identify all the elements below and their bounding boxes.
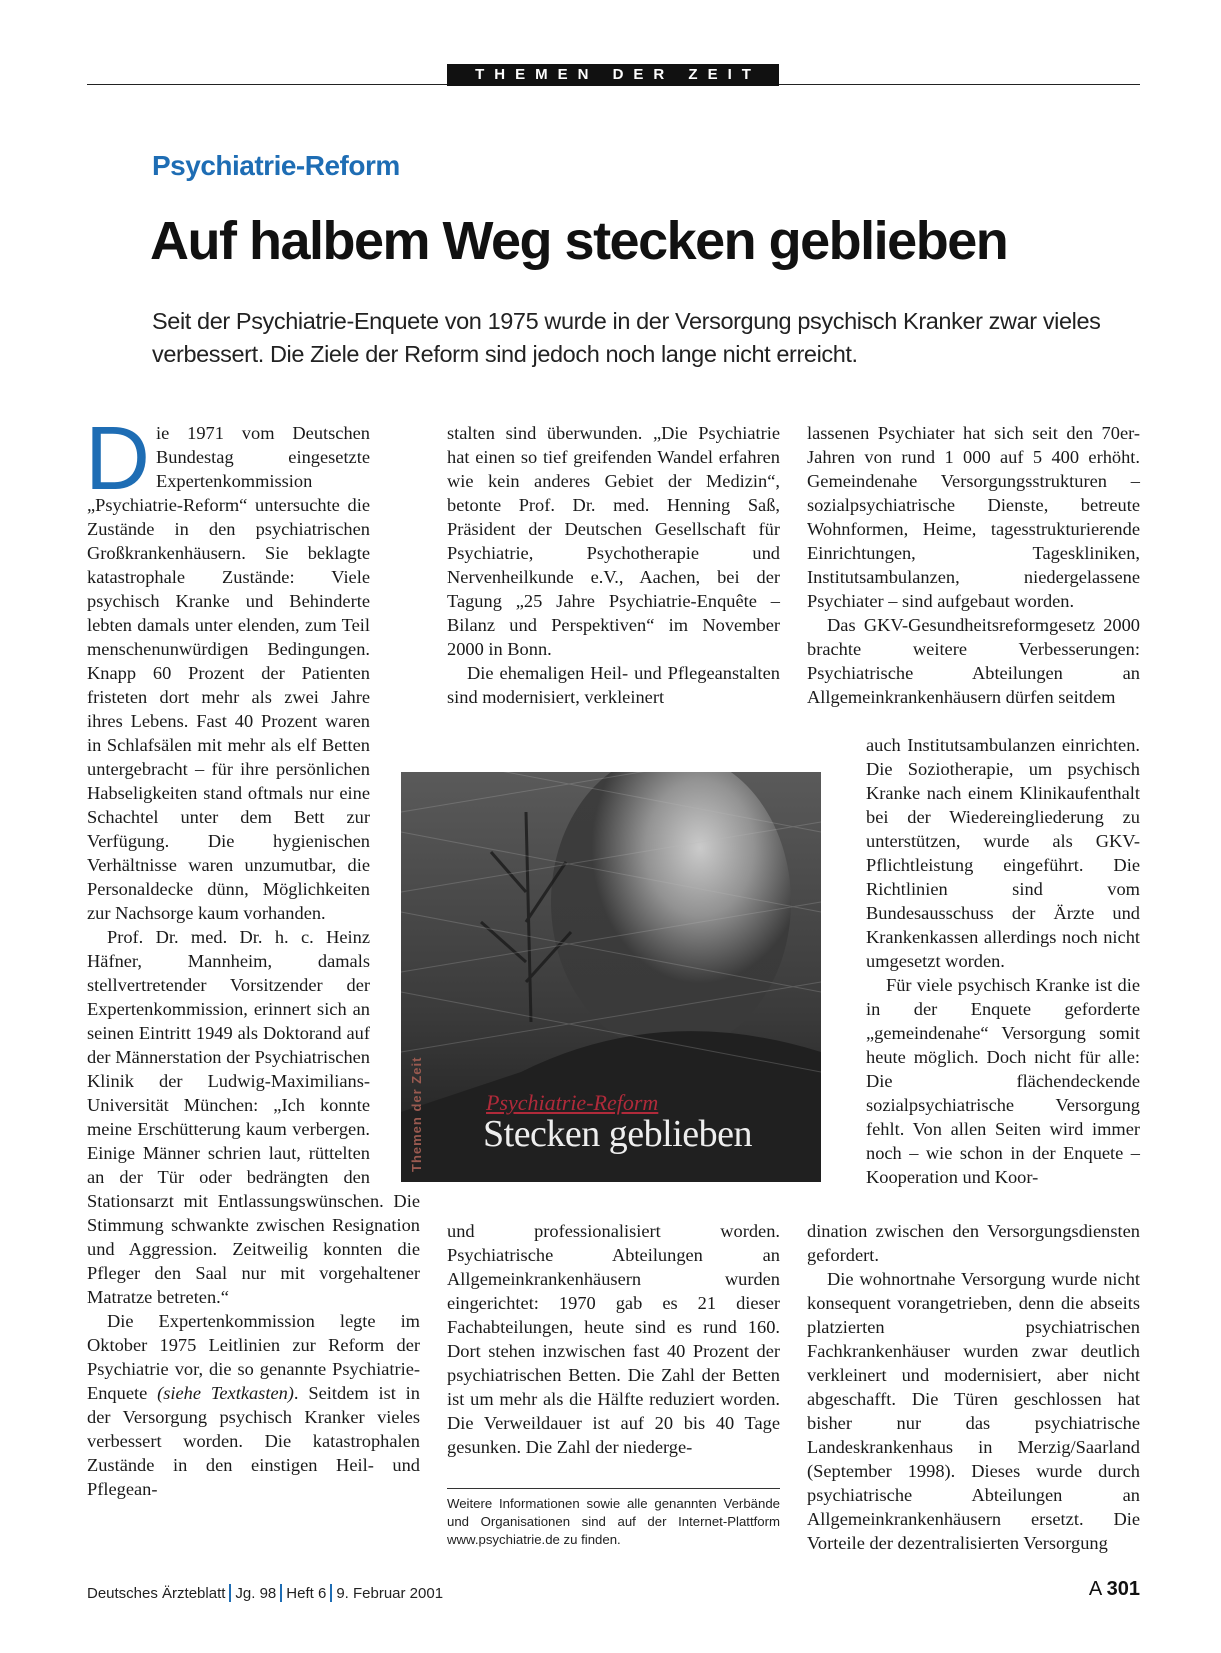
volume: Jg. 98 [235,1584,277,1602]
paragraph: lassenen Psychiater hat sich seit den 70er-Jahren von rund 1 000 auf 5 400 erhöht. Gemeindenahe Versorgungsstrukturen – sozialpsychiatrische Dienste, betreute Wohnformen, Heime, tagesstrukturierende Einrichtungen, Tageskliniken, Institutsambulanzen, niedergelassene Psychiater – sind aufgebaut worden. [807,423,1140,611]
paragraph: stalten sind überwunden. „Die Psychiatrie hat einen so tief greifenden Wandel erfahren wie kein anderes Gebiet der Medizin“, betonte Prof. Dr. med. Henning Saß, Präsident der Deutschen Gesellschaft für Psychiatrie, Psychotherapie und Nervenheilkunde e.V., Aachen, bei der Tagung „25 Jahre Psychiatrie-Enquête – Bilanz und Perspektiven“ im November 2000 in Bonn. [447,423,780,659]
footer-separator [280,1584,282,1602]
page-prefix: A [1088,1578,1102,1600]
photo-title: Stecken geblieben [483,1113,753,1155]
column-3-top [807,421,1140,709]
journal-name: Deutsches Ärzteblatt [87,1584,226,1602]
article-kicker: Psychiatrie-Reform [152,150,400,181]
paragraph: Die wohnortnahe Versorgung wurde nicht konsequent vorangetrieben, denn die abseits platzierten psychiatrischen Fachkrankenhäuser wurden zwar deutlich verkleinert und modernisiert, aber nicht abgeschafft. Die Türen geschlossen hat bisher nur das psychiatrische Landeskrankenhaus in Merzig/Saarland (September 1998). Dieses wurde durch psychiatrische Abteilungen an Allgemeinkrankenhäusern ersetzt. Die Vorteile der dezentralisierten Versorgung [807,1269,1140,1553]
page-number-value: 301 [1106,1578,1140,1600]
paragraph: Die Expertenkommission legte im Oktober 1975 Leitlinien zur Reform der Psychiatrie vor, die so genannte Psychiatrie-Enquete (siehe Textkasten). Seitdem ist in der Versorgung psychisch Kranker vieles verbessert worden. Die katastrophalen Zustände in den einstigen Heil- und Pflegean- [87,1311,420,1499]
drop-cap: D [85,409,150,509]
paragraph: Prof. Dr. med. Dr. h. c. Heinz Häfner, Mannheim, damals stellvertretender Vorsitzender der Expertenkommission, erinnert sich an seinen Eintritt 1949 als Doktorand auf der Männerstation der Psychiatrischen Klinik der Ludwig-Maximilians-Universität München: „Ich konnte meine Erschütterung kaum verbergen. Einige Männer schrien laut, rüttelten an der Tür oder bedrängten den Stationsarzt mit Entlassungswünschen. Die Stimmung schwankte zwischen Resignation und Aggression. Zeitweilig konnten die Pfleger den Saal nur mit vorgehaltener Matratze betreten.“ [87,927,420,1307]
photo-side-text: Themen der Zeit [409,1056,424,1172]
issue-date: 9. Februar 2001 [336,1584,444,1602]
paragraph: dination zwischen den Versorgungsdiensten gefordert. [807,1221,1140,1265]
page-footer [87,1584,443,1602]
column-1 [85,409,420,1501]
paragraph: Die ehemaligen Heil- und Pflegeanstalten sind modernisiert, verkleinert [447,663,780,707]
photo-kicker: Psychiatrie-Reform [486,1090,659,1115]
paragraph: Das GKV-Gesundheitsreformgesetz 2000 brachte weitere Verbesserungen: Psychiatrische Abteilungen an Allgemeinkrankenhäusern dürfen seitdem [807,615,1140,707]
article-photo [401,772,821,1182]
note-rule [447,1488,780,1489]
footer-separator [229,1584,231,1602]
paragraph: und professionalisiert worden. Psychiatrische Abteilungen an Allgemeinkrankenhäusern wurden eingerichtet: 1970 gab es 21 dieser Fachabteilungen, heute sind es rund 160. Dort stehen inzwischen fast 40 Prozent der psychiatrischen Betten. Die Zahl der Betten ist um mehr als die Hälfte reduziert worden. Die Verweildauer ist auf 20 bis 40 Tage gesunken. Die Zahl der niederge- [447,1221,780,1457]
textbox-reference: (siehe Textkasten) [157,1383,294,1403]
paragraph: Die 1971 vom Deutschen Bundestag eingesetzte Expertenkommission „Psychiatrie-Reform“ untersuchte die Zustände in den psychiatrischen Großkrankenhäusern. Sie beklagte katastrophale Zustände: Viele psychisch Kranke und Behinderte lebten damals unter elenden, zum Teil menschenunwürdigen Bedingungen. Knapp 60 Prozent der Patienten fristeten dort mehr als zwei Jahre ihres Lebens. Fast 40 Prozent waren in Schlafsälen mit mehr als elf Betten untergebracht – für ihre persönlichen Habseligkeiten stand oftmals nur eine Schachtel unter dem Bett zur Verfügung. Die hygienischen Verhältnisse waren unzumutbar, die Personaldecke dünn, Möglichkeiten zur Nachsorge kaum vorhanden. [85,409,370,923]
article-lead: Seit der Psychiatrie-Enquete von 1975 wurde in der Versorgung psychisch Kranker zwar vieles verbessert. Die Ziele der Reform sind jedoch noch lange nicht erreicht. [152,308,1101,367]
footer-separator [330,1584,332,1602]
column-2-bottom [447,1219,780,1459]
paragraph: Für viele psychisch Kranke ist die in der Enquete geforderte „gemeindenahe“ Versorgung somit heute möglich. Doch nicht für alle: Die flächendeckende sozialpsychiatrische Versorgung fehlt. Von allen Seiten wird immer noch – wie schon in der Enquete – Kooperation und Koor- [866,975,1140,1187]
column-3-middle [866,733,1140,1189]
section-tag: THEMEN DER ZEIT [447,64,779,86]
info-note: Weitere Informationen sowie alle genannten Verbände und Organisationen sind auf der Internet-Plattform www.psychiatrie.de zu finden. [447,1496,780,1547]
paragraph: auch Institutsambulanzen einrichten. Die Soziotherapie, um psychisch Kranke nach einem Klinikaufenthalt bei der Wiedereingliederung zu unterstützen, wurde als GKV-Pflichtleistung eingeführt. Die Richtlinien sind vom Bundesausschuss der Ärzte und Krankenkassen allerdings noch nicht umgesetzt worden. [866,735,1140,971]
article-headline: Auf halbem Weg stecken geblieben [150,211,1008,271]
column-2-top [447,421,780,709]
column-3-bottom [807,1219,1140,1555]
issue: Heft 6 [286,1584,327,1602]
page-number [1089,1578,1140,1601]
